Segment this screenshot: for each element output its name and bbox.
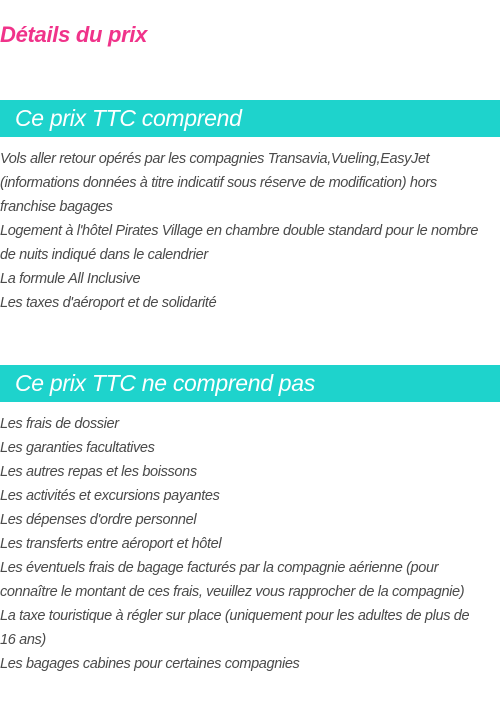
excludes-line: 16 ans) [0,632,46,648]
includes-line: (informations données à titre indicatif sous réserve de modification) hors [0,175,437,191]
excludes-line: Les frais de dossier [0,416,119,432]
page-title: Détails du prix [0,22,148,47]
excludes-line: La taxe touristique à régler sur place (uniquement pour les adultes de plus de [0,608,470,624]
includes-line: Les taxes d'aéroport et de solidarité [0,295,217,311]
includes-section-header: Ce prix TTC comprend [0,100,500,137]
includes-list [0,147,500,315]
excludes-line: Les bagages cabines pour certaines compagnies [0,656,300,672]
includes-line: La formule All Inclusive [0,271,141,287]
includes-line: de nuits indiqué dans le calendrier [0,247,208,263]
includes-line: Vols aller retour opérés par les compagnies Transavia,Vueling,EasyJet [0,151,430,167]
excludes-line: Les autres repas et les boissons [0,464,197,480]
excludes-line: Les activités et excursions payantes [0,488,220,504]
excludes-line: Les garanties facultatives [0,440,155,456]
excludes-line: Les éventuels frais de bagage facturés par la compagnie aérienne (pour [0,560,439,576]
excludes-line: Les transferts entre aéroport et hôtel [0,536,222,552]
excludes-line: connaître le montant de ces frais, veuillez vous rapprocher de la compagnie) [0,584,465,600]
includes-line: Logement à l'hôtel Pirates Village en chambre double standard pour le nombre [0,223,479,239]
includes-line: franchise bagages [0,199,113,215]
excludes-list [0,412,500,676]
excludes-line: Les dépenses d'ordre personnel [0,512,197,528]
excludes-section-header: Ce prix TTC ne comprend pas [0,365,500,402]
